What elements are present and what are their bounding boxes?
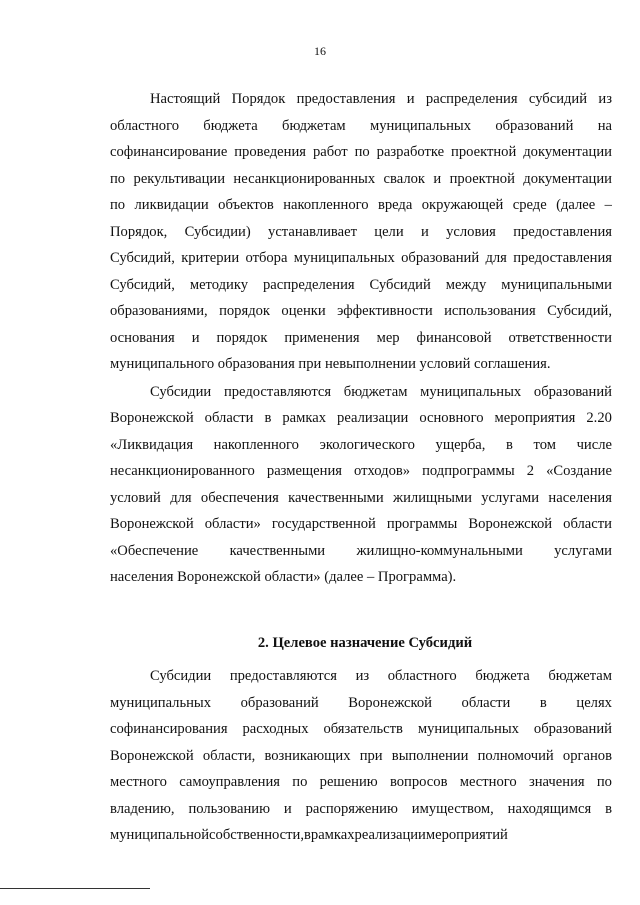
text-line [110, 663, 612, 690]
word: муниципальных [417, 721, 519, 737]
word: по [596, 774, 612, 790]
word: (далее [556, 197, 596, 213]
word: Субсидий, [110, 276, 175, 293]
word: 2.20 [586, 410, 612, 426]
word: эффективности [337, 303, 433, 319]
word: для [170, 489, 192, 506]
word: бюджета [475, 668, 530, 684]
word: государственной [271, 516, 376, 532]
text-line [110, 743, 612, 770]
word: Порядок, [110, 223, 168, 240]
word: при [359, 747, 383, 764]
word: муниципальных [369, 117, 472, 134]
word: и [191, 329, 200, 346]
word: по [110, 197, 126, 213]
text-line [110, 166, 612, 193]
word: распределения [262, 276, 355, 293]
text-line [110, 86, 612, 113]
word: предоставления [296, 91, 396, 107]
word: разработке [376, 144, 445, 160]
text-line [110, 325, 612, 352]
word: услугами [481, 489, 540, 506]
text-line [110, 113, 612, 140]
word: и [433, 170, 442, 187]
word: несанкционированных [233, 170, 376, 187]
word: образований [401, 250, 480, 266]
word: документации [523, 170, 612, 187]
word: обеспечения [200, 489, 279, 506]
word: Настоящий [150, 91, 221, 107]
word: среде [512, 197, 547, 213]
word: мероприятия [494, 410, 576, 426]
word: муниципальными [501, 276, 612, 293]
word: образований [495, 117, 574, 134]
word: проведения [234, 144, 306, 160]
word: Порядок [231, 91, 286, 107]
word: между [445, 276, 487, 293]
word: муниципальных [110, 694, 212, 711]
word: областного [110, 117, 179, 134]
word: софинансирование [110, 144, 228, 160]
word: распоряжению [305, 800, 398, 817]
word: для [485, 250, 507, 266]
word: по [110, 170, 126, 187]
word: отходов» [354, 463, 411, 479]
word: владению, [110, 800, 175, 817]
word: Воронежской [110, 747, 194, 764]
word: вреда [377, 197, 413, 213]
word: находящимся [507, 800, 592, 817]
word: окружающей [421, 197, 504, 213]
word: проектной [449, 170, 515, 187]
word: софинансирования [110, 721, 228, 737]
text-line [110, 432, 612, 459]
word: мероприятий [425, 827, 508, 843]
word: населения Воронежской области» (далее – Программа). [110, 569, 457, 585]
word: качественными [288, 489, 384, 506]
word: ответственности [508, 329, 612, 346]
word: использования [444, 303, 536, 319]
word: порядок [216, 329, 268, 346]
word: объектов [218, 197, 274, 213]
word: документации [523, 144, 612, 160]
word: финансовой [416, 329, 492, 346]
word: по [354, 144, 370, 160]
word: субсидий [528, 91, 588, 107]
word: предоставления [513, 250, 612, 266]
text-line [110, 405, 612, 432]
word: свалок [383, 170, 425, 187]
word: бюджетам [548, 668, 612, 684]
text-line [110, 485, 612, 512]
text-line [110, 564, 612, 591]
word: подпрограммы [422, 463, 515, 479]
text-line [110, 716, 612, 743]
word: «Обеспечение [110, 542, 199, 559]
text-line [110, 139, 612, 166]
text-line [110, 245, 612, 272]
word: решению [319, 774, 378, 790]
word: реализации [337, 410, 409, 426]
word: программы [386, 516, 458, 532]
word: самоуправления [179, 774, 281, 790]
word: несанкционированного [110, 463, 255, 479]
text-line [110, 272, 612, 299]
word: выполнении [391, 747, 469, 764]
word: в [264, 410, 272, 426]
word: накопленного [213, 436, 299, 453]
word: из [598, 91, 612, 107]
word: на [597, 117, 612, 134]
word: местного [459, 774, 517, 790]
word: предоставления [513, 223, 612, 240]
word: Субсидии) [184, 223, 251, 240]
text-line [110, 298, 612, 325]
text-line [110, 379, 612, 406]
word: «Создание [546, 463, 612, 479]
word: цели [374, 223, 404, 240]
word: муниципальных [293, 250, 395, 266]
word: мер [376, 329, 400, 346]
word: в [539, 694, 547, 711]
section-heading: 2. Целевое назначение Субсидий [257, 634, 473, 651]
word: основания [110, 329, 175, 346]
word: отбора [245, 250, 288, 266]
word: целях [576, 694, 612, 711]
word: муниципальной [110, 827, 210, 843]
word: методику [189, 276, 249, 293]
word: образованиями, [110, 303, 208, 319]
word: областного [387, 668, 457, 684]
word: области [563, 516, 612, 532]
word: области [461, 694, 511, 711]
word: критерии [181, 250, 240, 266]
word: предоставляются [229, 668, 337, 684]
word: имуществом, [411, 800, 494, 817]
word: в [506, 436, 513, 453]
word: муниципального образования при невыполнении условий соглашения. [110, 356, 551, 372]
text-line [110, 219, 612, 246]
word: рекультивации [133, 170, 226, 187]
paragraph-purpose [110, 86, 612, 378]
word: бюджетам [282, 117, 346, 134]
word: услугами [554, 542, 612, 559]
word: области» [204, 516, 261, 532]
word: области [204, 410, 254, 426]
document-body [110, 86, 612, 849]
word: населения [548, 489, 612, 506]
footnote-rule [0, 888, 150, 889]
word: образований [533, 721, 612, 737]
page-number: 16 [314, 44, 326, 58]
word: области, [202, 747, 256, 764]
word: основного [419, 410, 484, 426]
word: порядок [219, 303, 271, 319]
word: жилищно-коммунальными [356, 542, 523, 559]
word: вопросов [389, 774, 448, 790]
word: рамках [282, 410, 327, 426]
word: Воронежской [468, 516, 553, 532]
word: работ [312, 144, 348, 160]
word: Субсидии [150, 668, 212, 684]
word: бюджета [203, 117, 258, 134]
word: устанавливает [268, 223, 357, 240]
word: по [292, 774, 308, 790]
word: Субсидий [369, 276, 431, 293]
word: – [604, 197, 612, 213]
text-line [110, 690, 612, 717]
word: накопленного [283, 197, 369, 213]
word: собственности, [209, 827, 304, 843]
word: предоставляются [223, 383, 332, 400]
word: возникающих [264, 747, 351, 764]
word: образований [533, 383, 612, 400]
word: условия [446, 223, 496, 240]
word: 2 [526, 463, 535, 479]
text-line [110, 796, 612, 823]
word: числе [576, 436, 612, 453]
word: и [406, 91, 415, 107]
text-line [110, 192, 612, 219]
word: качественными [229, 542, 326, 559]
word: реализации [354, 827, 426, 843]
word: бюджетам [343, 383, 408, 400]
word: муниципальных [420, 383, 522, 400]
word: и [420, 223, 429, 240]
word: в [605, 800, 612, 817]
word: проектной [451, 144, 517, 160]
text-line [110, 351, 612, 378]
word: в [303, 827, 311, 843]
word: Воронежской [110, 516, 194, 532]
word: условий [110, 489, 161, 506]
word: из [355, 668, 370, 684]
word: том [533, 436, 556, 453]
word: расходных [242, 721, 309, 737]
word: жилищными [393, 489, 472, 506]
text-line [110, 458, 612, 485]
text-line [110, 538, 612, 565]
word: Воронежской [348, 694, 432, 711]
word: ликвидации [134, 197, 209, 213]
word: местного [110, 774, 167, 790]
word: распределения [425, 91, 518, 107]
word: и [283, 800, 292, 817]
word: Субсидий, [547, 303, 612, 319]
word: пользованию [188, 800, 270, 817]
word: рамках [310, 827, 355, 843]
word: оценки [281, 303, 326, 319]
word: Воронежской [110, 410, 194, 426]
word: размещения [266, 463, 342, 479]
word: значения [528, 774, 585, 790]
word: Субсидии [150, 383, 212, 400]
word: применения [284, 329, 360, 346]
text-line [110, 511, 612, 538]
word: Субсидий, [110, 250, 175, 266]
word: обязательств [323, 721, 403, 737]
word: полномочий [477, 747, 554, 764]
paragraph-target [110, 663, 612, 849]
word: ущерба, [435, 436, 486, 453]
text-line [110, 769, 612, 796]
word: образований [240, 694, 319, 711]
paragraph-program [110, 379, 612, 591]
text-line [110, 822, 612, 849]
word: экологического [319, 436, 415, 453]
word: «Ликвидация [110, 436, 194, 453]
word: органов [562, 747, 612, 764]
